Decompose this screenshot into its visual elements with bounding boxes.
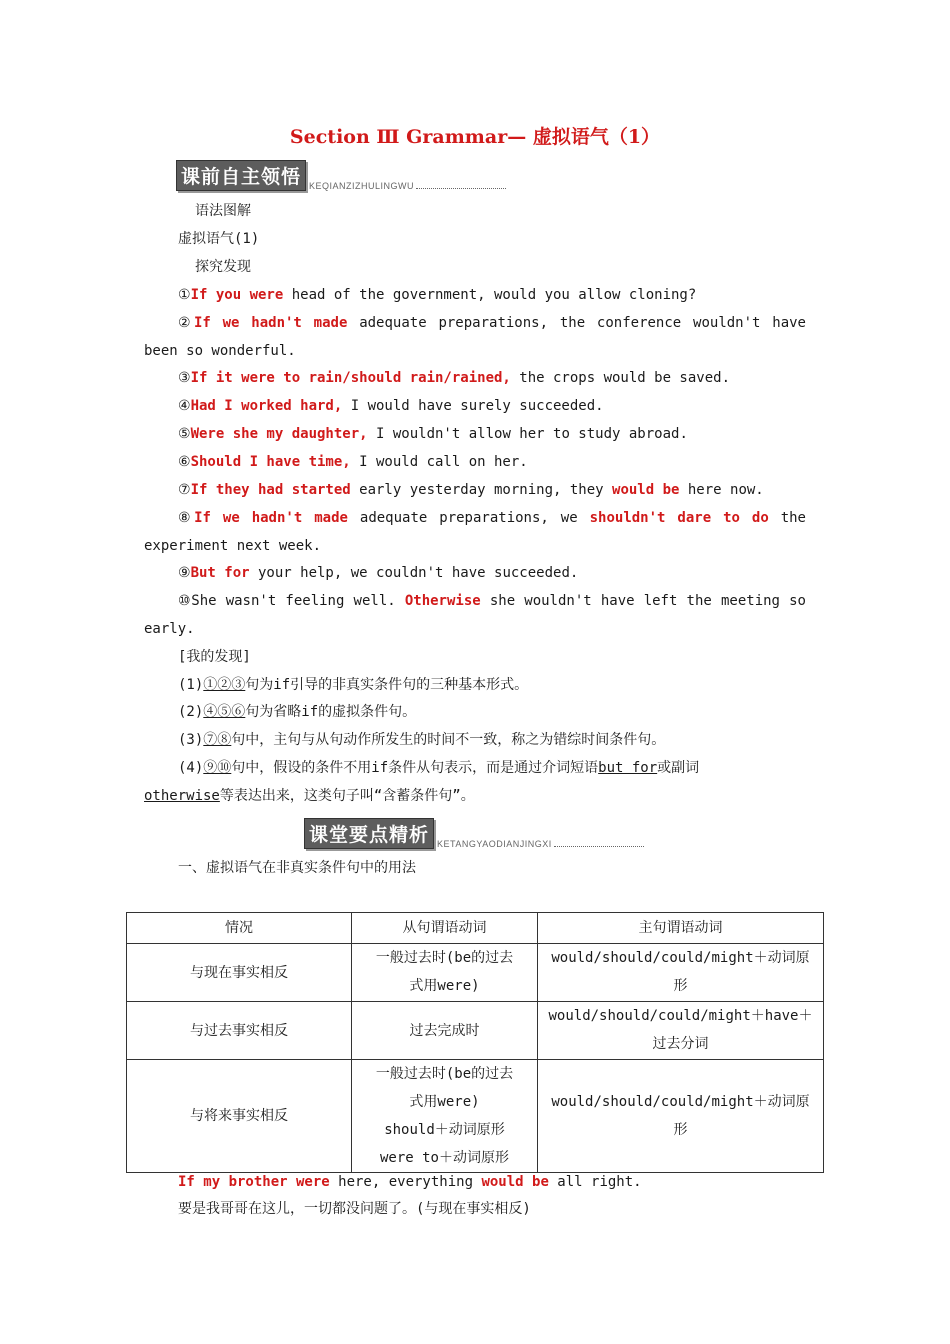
table-header: 情况 — [127, 913, 352, 944]
table-row — [127, 1060, 824, 1173]
intro-line: 探究发现 — [195, 259, 251, 275]
table-header: 从句谓语动词 — [352, 913, 538, 944]
table-cell: would/should/could/might＋动词原 形 — [538, 1060, 824, 1173]
banner-pinyin: KETANGYAODIANJINGXI — [437, 839, 552, 849]
example-sentence-1: ①If you were head of the government, would you allow cloning? — [178, 287, 697, 303]
table-header: 主句谓语动词 — [538, 913, 824, 944]
banner-label: 课堂要点精析 — [304, 818, 434, 849]
finding-4-cont: otherwise等表达出来，这类句子叫“含蓄条件句”。 — [144, 788, 475, 804]
finding-3: (3)⑦⑧句中，主句与从句动作所发生的时间不一致，称之为错综时间条件句。 — [178, 732, 666, 748]
table-cell: 一般过去时(be的过去 式用were) should＋动词原形 were to＋动词原形 — [352, 1060, 538, 1173]
example-sentence-6: ⑥Should I have time, I would call on her. — [178, 454, 528, 470]
example-sentence-5: ⑤Were she my daughter, I wouldn't allow her to study abroad. — [178, 426, 688, 442]
example-sentence-10: ⑩She wasn't feeling well. Otherwise she wouldn't have left the meeting so — [178, 593, 806, 609]
example-sentence-3: ③If it were to rain/should rain/rained, the crops would be saved. — [178, 370, 731, 386]
example-sentence-2-cont: been so wonderful. — [144, 343, 296, 359]
table-cell: would/should/could/might＋have＋ 过去分词 — [538, 1002, 824, 1060]
finding-1: (1)①②③句为if引导的非真实条件句的三种基本形式。 — [178, 677, 529, 693]
page-title: Section Ⅲ Grammar— 虚拟语气（1） — [289, 126, 661, 148]
finding-2: (2)④⑤⑥句为省略if的虚拟条件句。 — [178, 704, 417, 720]
section-heading: 一、虚拟语气在非真实条件句中的用法 — [178, 860, 416, 876]
example-chinese: 要是我哥哥在这儿，一切都没问题了。(与现在事实相反) — [178, 1201, 531, 1217]
table-cell: 过去完成时 — [352, 1002, 538, 1060]
banner-pinyin: KEQIANZIZHULINGWU — [309, 181, 415, 191]
section-banner-class — [304, 818, 644, 849]
intro-line: 语法图解 — [195, 203, 251, 219]
example-sentence-8: ⑧If we hadn't made adequate preparations, we shouldn't dare to do the — [178, 510, 806, 526]
example-sentence-2: ②If we hadn't made adequate preparations, the conference wouldn't have — [178, 315, 806, 331]
table-header-row — [127, 913, 824, 944]
table-cell: 与过去事实相反 — [127, 1002, 352, 1060]
table-cell: 与现在事实相反 — [127, 944, 352, 1002]
table-cell: 与将来事实相反 — [127, 1060, 352, 1173]
findings-heading: [我的发现] — [178, 649, 251, 665]
banner-dots — [416, 188, 506, 189]
example-sentence-7: ⑦If they had started early yesterday morning, they would be here now. — [178, 482, 764, 498]
table-row — [127, 944, 824, 1002]
banner-dots — [554, 846, 644, 847]
finding-4: (4)⑨⑩句中，假设的条件不用if条件从句表示，而是通过介词短语but for或副词 — [178, 760, 700, 776]
subjunctive-table — [126, 912, 824, 1173]
intro-line: 虚拟语气(1) — [178, 231, 260, 247]
table-row — [127, 1002, 824, 1060]
table-cell: would/should/could/might＋动词原 形 — [538, 944, 824, 1002]
table-cell: 一般过去时(be的过去 式用were) — [352, 944, 538, 1002]
example-sentence-9: ⑨But for your help, we couldn't have succeeded. — [178, 565, 579, 581]
example-sentence-4: ④Had I worked hard, I would have surely succeeded. — [178, 398, 604, 414]
example-sentence-8-cont: experiment next week. — [144, 538, 322, 554]
example-english: If my brother were here, everything would be all right. — [178, 1174, 642, 1190]
banner-label: 课前自主领悟 — [176, 160, 306, 191]
section-banner-preview — [176, 160, 506, 191]
example-sentence-10-cont: early. — [144, 621, 195, 637]
